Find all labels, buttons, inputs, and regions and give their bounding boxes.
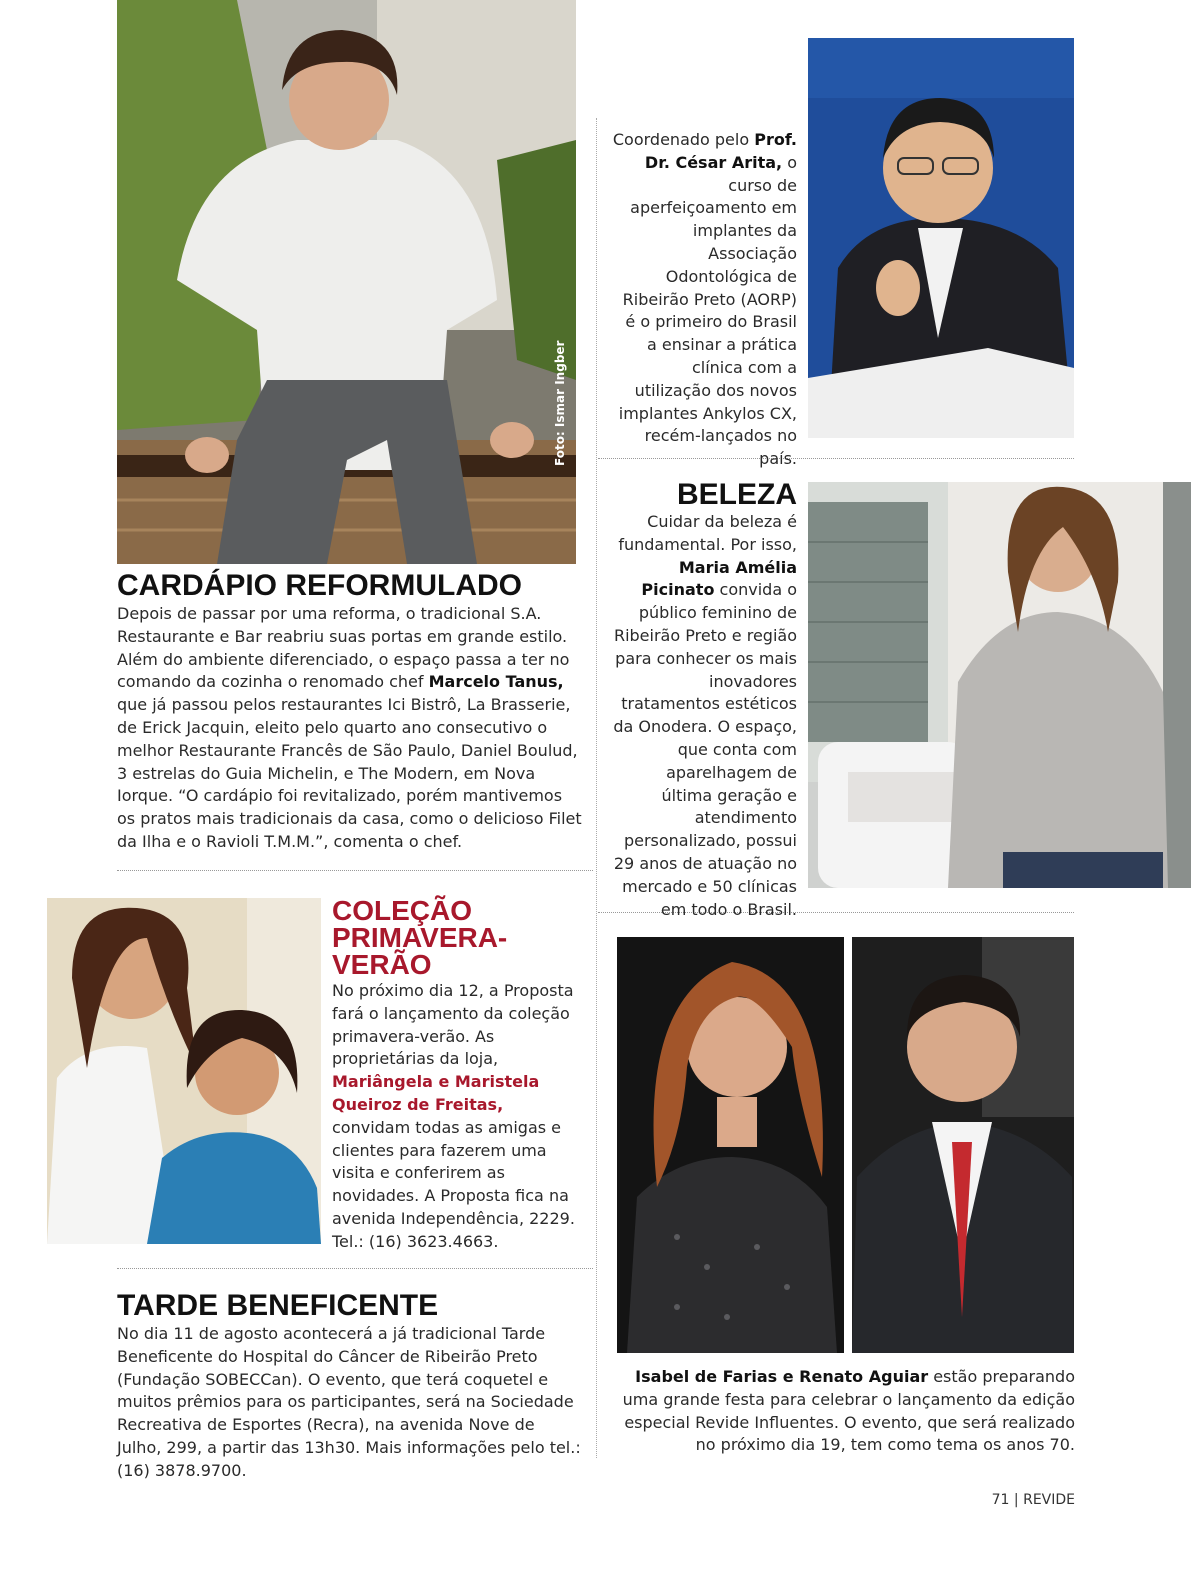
column-divider [596,118,597,1458]
aorp-text-start: Coordenado pelo [612,130,755,149]
colecao-title-line-2: PRIMAVERA- [332,922,508,953]
mariangela-maristela-photo [47,898,321,1244]
page-number: 71 [991,1492,1010,1508]
colecao-title-line-1: COLEÇÃO [332,895,472,926]
aorp-body [612,129,797,471]
isabel-de-farias-photo [617,937,844,1353]
beleza-text-start: Cuidar da beleza é fundamental. Por isso, [618,512,797,554]
tarde-title: TARDE BENEFICENTE [117,1289,439,1322]
colecao-title [332,897,507,978]
influentes-caption [612,1366,1075,1457]
maria-amelia-photo [808,482,1191,888]
maria-amelia-name: Maria Amélia Picinato [641,557,797,600]
beleza-title: BELEZA [677,478,797,511]
cesar-arita-photo [808,38,1074,438]
influentes-text: estão preparando uma grande festa para celebrar o lançamento da edição especial Revide Influentes. O evento, que será realizado no próximo dia 19, tem como tema os anos 70. [622,1367,1075,1455]
renato-aguiar-photo [852,937,1074,1353]
chef-name: Marcelo Tanus, [428,672,564,692]
divider-left-mid [117,870,593,871]
colecao-title-line-3: VERÃO [332,949,432,980]
colecao-text-start: No próximo dia 12, a Proposta fará o lançamento da coleção primavera-verão. As proprietárias da loja, [332,981,574,1069]
cardapio-title: CARDÁPIO REFORMULADO [117,569,522,602]
cardapio-text-start: Depois de passar por uma reforma, o tradicional S.A. Restaurante e Bar reabriu suas portas em grande estilo. Além do ambiente diferenciado, o espaço passa a ter no comando da cozinha o renomado chef [117,604,570,692]
colecao-text-end: convidam todas as amigas e clientes para fazerem uma visita e conferirem as novidades. A Proposta fica na avenida Independência, 2229. Tel.: (16) 3623.4663. [332,1117,575,1251]
cardapio-body [117,603,583,854]
beleza-text-end: convida o público feminino de Ribeirão Preto e região para conhecer os mais inovadores tratamentos estéticos da Onodera. O espaço, que conta com aparelhagem de última geração e atendimento personalizado, possui 29 anos de atuação no mercado e 50 clínicas em todo o Brasil. [613,580,797,919]
cesar-arita-name: Prof. Dr. César Arita, [644,130,797,172]
footer-separator: | [1013,1492,1019,1508]
page-footer [960,1492,1075,1508]
divider-left-bottom [117,1268,593,1269]
photo-credit: Foto: Ismar Ingber [553,340,567,466]
cardapio-text-end: que já passou pelos restaurantes Ici Bistrô, La Brasserie, de Erick Jacquin, eleito pelo quarto ano consecutivo o melhor Restaurante Francês de São Paulo, Daniel Boulud, 3 estrelas do Guia Michelin, e The Modern, em Nova Iorque. “O cardápio foi revitalizado, porém mantivemos os pratos mais tradicionais da casa, como o delicioso Filet da Ilha e o Ravioli T.M.M.”, comenta o chef. [117,695,582,851]
aorp-text-end: o curso de aperfeiçoamento em implantes da Associação Odontológica de Ribeirão Preto (AORP) é o primeiro do Brasil a ensinar a prática clínica com a utilização dos novos implantes Ankylos CX, recém-lançados no país. [618,152,797,469]
tarde-body: No dia 11 de agosto acontecerá a já tradicional Tarde Beneficente do Hospital do Câncer de Ribeirão Preto (Fundação SOBECCan). O evento, que terá coquetel e muitos prêmios para os participantes, será na Sociedade Recreativa de Esportes (Recra), na avenida Nove de Julho, 299, a partir das 13h30. Mais informações pelo tel.: (16) 3878.9700. [117,1324,581,1480]
colecao-body [332,980,578,1254]
beleza-body [612,511,797,921]
influentes-names: Isabel de Farias e Renato Aguiar [635,1367,929,1386]
owners-name: Mariângela e Maristela Queiroz de Freitas, [332,1072,540,1114]
magazine-name: REVIDE [1023,1492,1075,1508]
chef-photo [117,0,576,564]
